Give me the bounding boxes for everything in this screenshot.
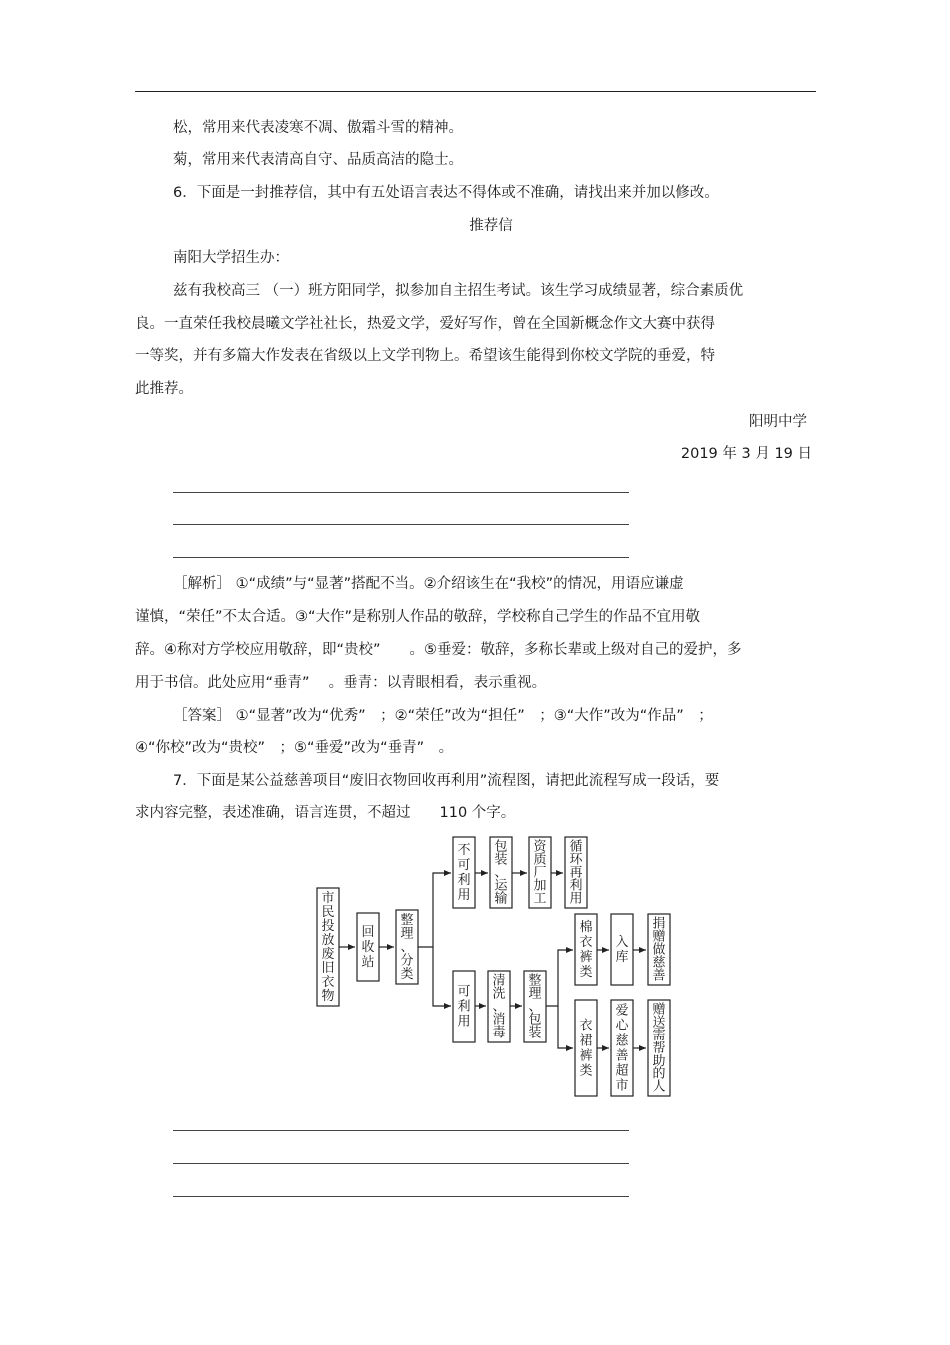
analysis-line: 用于书信。此处应用“垂青” 。垂青：以青眼相看，表示重视。 <box>135 675 547 691</box>
text-line-chrysanthemum: 菊，常用来代表清高自守、品质高洁的隐士。 <box>173 152 463 168</box>
answer-key-line: ④“你校”改为“贵校” ；⑤“垂爱”改为“垂青” 。 <box>135 740 454 756</box>
question-7: 7．下面是某公益慈善项目“废旧衣物回收再利用”流程图，请把此流程写成一段话，要 <box>173 773 720 789</box>
letter-body-line: 兹有我校高三 （一）班方阳同学，拟参加自主招生考试。该生学习成绩显著，综合素质优 <box>173 283 744 299</box>
label-charity-market: 爱心慈善超市 <box>615 1003 629 1093</box>
label-garments: 衣裙裤类 <box>579 1018 593 1078</box>
question-7-continued: 求内容完整，表述准确，语言连贯，不超过 110 个字。 <box>135 805 516 821</box>
label-arrange-pack: 整理、包装 <box>528 973 542 1040</box>
answer-key-line: ［答案］ ①“显著”改为“优秀” ；②“荣任”改为“担任” ；③“大作”改为“作品” ； <box>173 708 713 724</box>
answer-line <box>173 1196 629 1197</box>
flow-arrow <box>418 873 451 947</box>
label-pack-ship: 包装、运输 <box>494 839 508 906</box>
letter-recipient: 南阳大学招生办： <box>173 250 289 266</box>
letter-signature: 阳明中学 <box>749 414 807 430</box>
letter-body-line: 一等奖，并有多篇大作发表在省级以上文学刊物上。希望该生能得到你校文学院的垂爱，特 <box>135 348 715 364</box>
letter-title: 推荐信 <box>469 218 513 234</box>
flow-arrow <box>546 950 573 1006</box>
label-sort: 整理、分类 <box>400 912 414 982</box>
analysis-line: 谨慎，“荣任”不太合适。③“大作”是称别人作品的敬辞，学校称自己学生的作品不宜用敬 <box>135 609 701 625</box>
answer-line <box>173 1130 629 1131</box>
question-6: 6．下面是一封推荐信，其中有五处语言表达不得体或不准确，请找出来并加以修改。 <box>173 185 719 201</box>
label-citizens: 市民投放废旧衣物 <box>321 890 335 1004</box>
label-donate: 捐赠做慈善 <box>652 916 666 983</box>
label-factory: 资质厂加工 <box>533 839 547 906</box>
analysis-line: 辞。④称对方学校应用敬辞，即“贵校” 。⑤垂爱：敬辞，多称长辈或上级对自己的爱护，多 <box>135 642 742 658</box>
letter-body-line: 良。一直荣任我校晨曦文学社社长，热爱文学，爱好写作，曾在全国新概念作文大赛中获得 <box>135 316 715 332</box>
label-cotton: 棉衣裤类 <box>579 919 593 980</box>
letter-date: 2019 年 3 月 19 日 <box>680 446 812 462</box>
label-unusable: 不可利用 <box>457 842 471 903</box>
label-clean: 清洗、消毒 <box>492 973 506 1040</box>
label-usable: 可利用 <box>457 984 471 1029</box>
flow-arrow <box>433 947 451 1006</box>
analysis-line: ［解析］ ①“成绩”与“显著”搭配不当。②介绍该生在“我校”的情况，用语应谦虚 <box>173 576 684 592</box>
label-station: 回收站 <box>361 924 375 970</box>
label-gift-needy: 赠送需帮助的人 <box>652 1001 666 1095</box>
label-recycle: 循环再利用 <box>569 839 583 906</box>
flow-arrow <box>558 1006 573 1048</box>
text-line-pine: 松，常用来代表凌寒不凋、傲霜斗雪的精神。 <box>173 120 463 136</box>
letter-body-line: 此推荐。 <box>135 381 193 397</box>
answer-line <box>173 1163 629 1164</box>
label-storage: 入库 <box>615 934 629 965</box>
